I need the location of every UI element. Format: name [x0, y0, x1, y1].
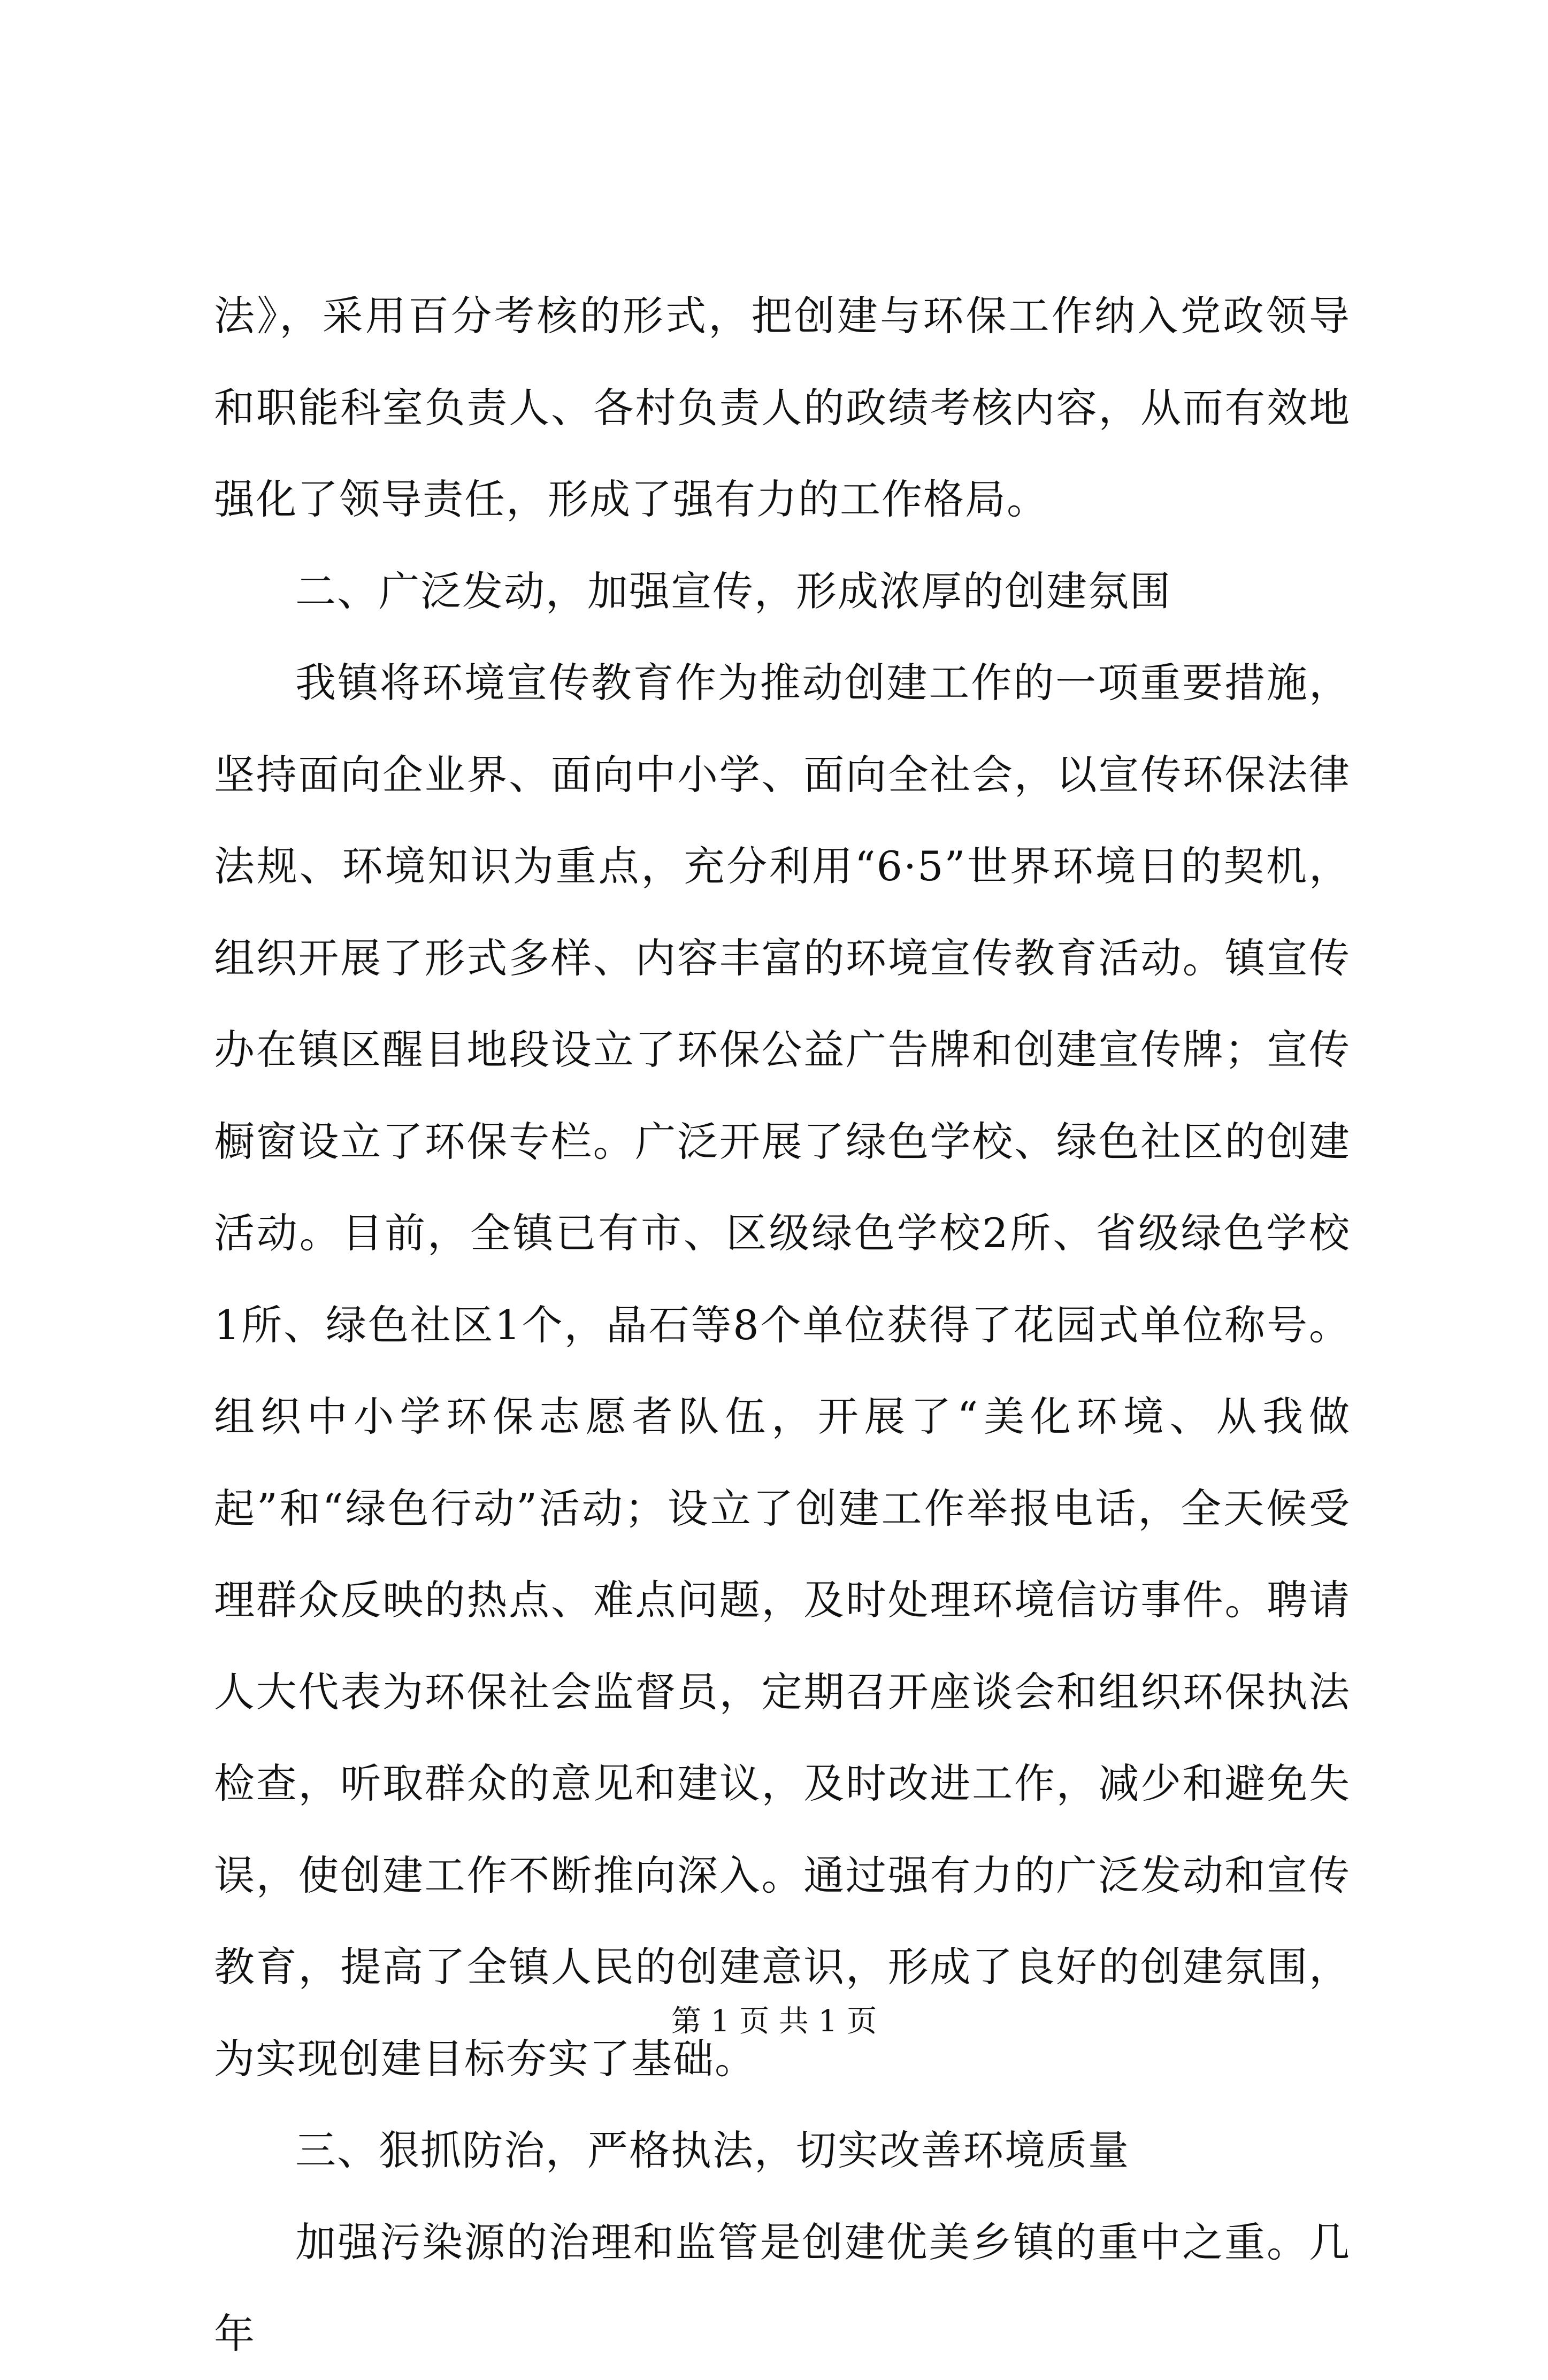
document-body [214, 270, 1351, 2380]
section-heading-2: 二、广泛发动，加强宣传，形成浓厚的创建氛围 [295, 567, 1171, 615]
paragraph-publicity: 我镇将环境宣传教育作为推动创建工作的一项重要措施，坚持面向企业界、面向中小学、面向全社会，以宣传环保法律法规、环境知识为重点，充分利用“6·5”世界环境日的契机，组织开展了形式多样、内容丰富的环境宣传教育活动。镇宣传办在镇区醒目地段设立了环保公益广告牌和创建宣传牌；宣传橱窗设立了环保专栏。广泛开展了绿色学校、绿色社区的创建活动。目前，全镇已有市、区级绿色学校2所、省级绿色学校1所、绿色社区1个，晶石等8个单位获得了花园式单位称号。组织中小学环保志愿者队伍，开展了“美化环境、从我做起”和“绿色行动”活动；设立了创建工作举报电话，全天候受理群众反映的热点、难点问题，及时处理环境信访事件。聘请人大代表为环保社会监督员，定期召开座谈会和组织环保执法检查，听取群众的意见和建议，及时改进工作，减少和避免失误，使创建工作不断推向深入。通过强有力的广泛发动和宣传教育，提高了全镇人民的创建意识，形成了良好的创建氛围，为实现创建目标夯实了基础。 [214, 659, 1351, 2083]
page-footer: 第 1 页 共 1 页 [671, 2004, 877, 2039]
section-heading-3: 三、狠抓防治，严格执法，切实改善环境质量 [295, 2126, 1130, 2174]
paragraph-pollution: 加强污染源的治理和监管是创建优美乡镇的重中之重。几年 [214, 2218, 1351, 2358]
paragraph-continuation: 法》，采用百分考核的形式，把创建与环保工作纳入党政领导和职能科室负责人、各村负责人的政绩考核内容，从而有效地强化了领导责任，形成了强有力的工作格局。 [214, 292, 1351, 523]
